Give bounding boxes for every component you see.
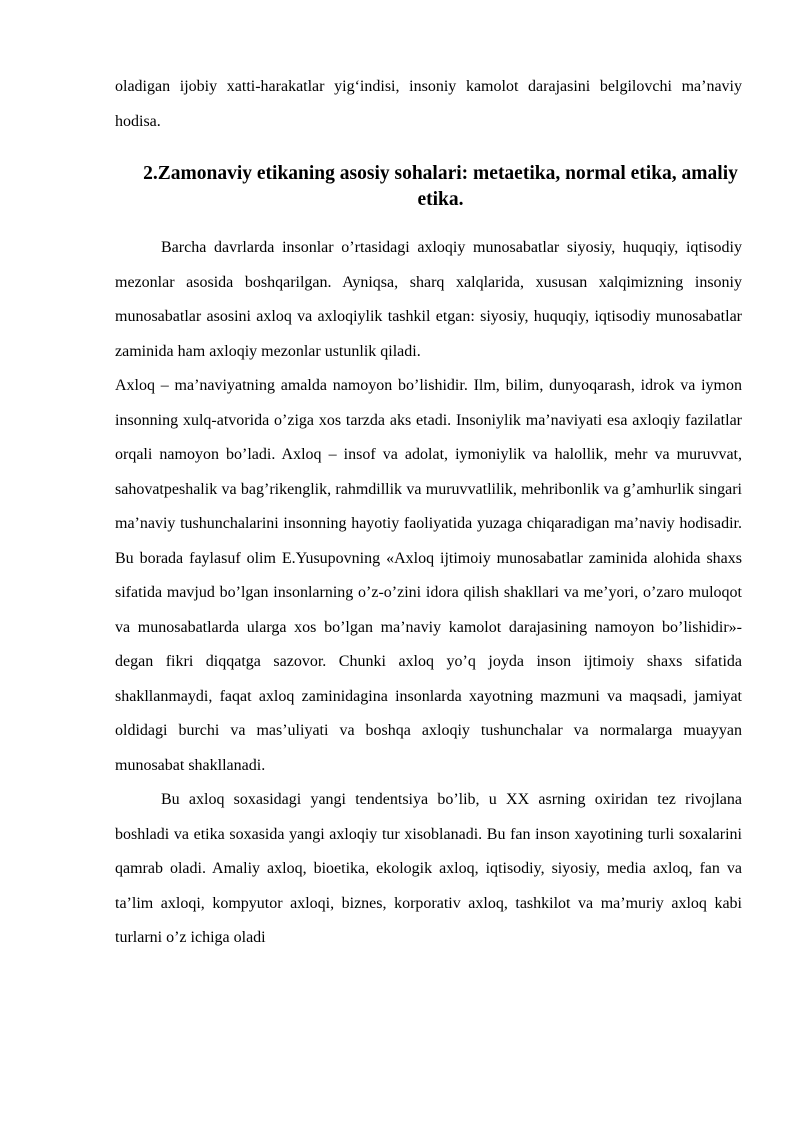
section-heading: 2.Zamonaviy etikaning asosiy sohalari: metaetika, normal etika, amaliy etika.: [143, 163, 738, 210]
paragraph-3: Bu axloq soxasidagi yangi tendentsiya bo’lib, u XX asrning oxiridan tez rivojlana boshladi va etika soxasida yangi axloqiy tur xisoblanadi. Bu fan inson xayotining turli soxalarini qamrab oladi. Amaliy axloq, bioetika, ekologik axloq, iqtisodiy, siyosiy, media axloq, fan va ta’lim axloqi, kompyutor axloqi, biznes, korporativ axloq, tashkilot va ma’muriy axloq kabi turlarni o’z ichiga oladi: [115, 791, 742, 946]
paragraph-2: Axloq – ma’naviyatning amalda namoyon bo’lishidir. Ilm, bilim, dunyoqarash, idrok va iymon insonning xulq-atvorida o’ziga xos tarzda aks etadi. Insoniylik ma’naviyati esa axloqiy fazilatlar orqali namoyon bo’ladi. Axloq – insof va adolat, iymoniylik va halollik, mehr va muruvvat, sahovatpeshalik va bag’rikenglik, rahmdillik va muruvvatlilik, mehribonlik va g’amhurlik singari ma’naviy tushunchalarini insonning hayotiy faoliyatida yuzaga chiqaradigan ma’naviy hodisadir. Bu borada faylasuf olim E.Yusupovning «Axloq ijtimoiy munosabatlar zaminida alohida shaxs sifatida mavjud bo’lgan insonlarning o’z-o’zini idora qilish shakllari va me’yori, o’zaro muloqot va munosabatlarda ularga xos bo’lgan ma’naviy kamolot darajasining namoyon bo’lishidir»-degan fikri diqqatga sazovor. Chunki axloq yo’q joyda inson ijtimoiy shaxs sifatida shakllanmaydi, faqat axloq zaminidagina insonlarda xayotning mazmuni va maqsadi, jamiyat oldidagi burchi va mas’uliyati va boshqa axloqiy tushunchalar va normalarga muayyan munosabat shakllanadi.: [115, 377, 742, 774]
paragraph-1: Barcha davrlarda insonlar o’rtasidagi axloqiy munosabatlar siyosiy, huquqiy, iqtisodiy mezonlar asosida boshqarilgan. Ayniqsa, sharq xalqlarida, xususan xalqimizning insoniy munosabatlar asosini axloq va axloqiylik tashkil etgan: siyosiy, huquqiy, iqtisodiy munosabatlar zaminida ham axloqiy mezonlar ustunlik qiladi.: [115, 239, 742, 360]
intro-paragraph: oladigan ijobiy xatti-harakatlar yig‘indisi, insoniy kamolot darajasini belgilovchi ma’naviy hodisa.: [115, 78, 742, 130]
